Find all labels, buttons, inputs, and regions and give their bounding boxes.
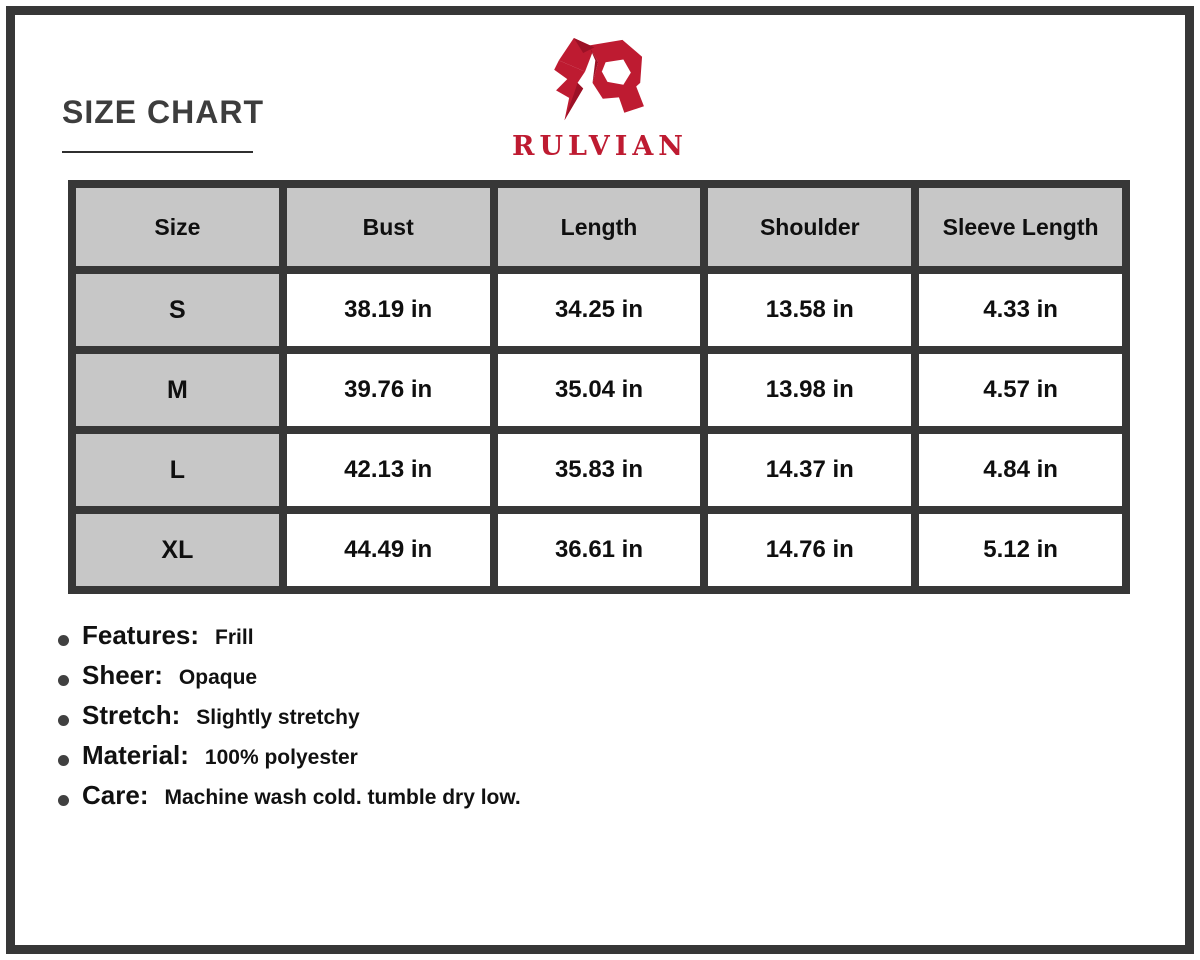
measurement-value: 14.37 in [704, 430, 915, 510]
bullet-icon [58, 755, 69, 766]
header-row [72, 184, 1126, 270]
measurement-value: 36.61 in [494, 510, 705, 590]
detail-label: Care: [82, 780, 149, 810]
detail-label: Stretch: [82, 700, 181, 730]
brand-r-icon [550, 38, 650, 124]
detail-label: Material: [82, 740, 189, 770]
detail-value: Frill [215, 626, 254, 649]
measurement-value: 38.19 in [283, 270, 494, 350]
size-label-m: M [72, 350, 283, 430]
column-header-shoulder: Shoulder [704, 184, 915, 270]
bullet-icon [58, 715, 69, 726]
detail-item-material [58, 740, 521, 780]
detail-item-sheer [58, 660, 521, 700]
bullet-icon [58, 795, 69, 806]
measurement-value: 13.58 in [704, 270, 915, 350]
detail-item-features [58, 620, 521, 660]
detail-value: Opaque [178, 666, 258, 689]
column-header-bust: Bust [283, 184, 494, 270]
brand-name: RULVIAN [512, 131, 688, 162]
detail-value: 100% polyester [204, 746, 358, 769]
column-header-length: Length [494, 184, 705, 270]
measurement-value: 34.25 in [494, 270, 705, 350]
size-row-m [72, 350, 1126, 430]
detail-item-care [58, 780, 521, 820]
detail-label: Sheer: [82, 660, 163, 690]
product-details-list [58, 620, 521, 820]
bullet-icon [58, 635, 69, 646]
measurement-value: 39.76 in [283, 350, 494, 430]
measurement-value: 4.33 in [915, 270, 1126, 350]
size-label-xl: XL [72, 510, 283, 590]
measurement-value: 4.84 in [915, 430, 1126, 510]
detail-label: Features: [82, 620, 200, 650]
bullet-icon [58, 675, 69, 686]
measurement-value: 14.76 in [704, 510, 915, 590]
measurement-value: 35.83 in [494, 430, 705, 510]
measurement-value: 5.12 in [915, 510, 1126, 590]
size-row-l [72, 430, 1126, 510]
detail-value: Slightly stretchy [196, 706, 360, 729]
size-table-header [72, 184, 1126, 270]
detail-value: Machine wash cold. tumble dry low. [164, 786, 521, 809]
column-header-sleeve-length: Sleeve Length [915, 184, 1126, 270]
size-label-s: S [72, 270, 283, 350]
title-underline [62, 151, 253, 153]
size-label-l: L [72, 430, 283, 510]
brand-logo [450, 38, 750, 162]
page-title: SIZE CHART [62, 94, 264, 130]
size-row-xl [72, 510, 1126, 590]
size-table-body [72, 270, 1126, 590]
measurement-value: 44.49 in [283, 510, 494, 590]
measurement-value: 4.57 in [915, 350, 1126, 430]
size-chart-table [68, 180, 1130, 594]
measurement-value: 35.04 in [494, 350, 705, 430]
size-row-s [72, 270, 1126, 350]
column-header-size: Size [72, 184, 283, 270]
measurement-value: 42.13 in [283, 430, 494, 510]
measurement-value: 13.98 in [704, 350, 915, 430]
detail-item-stretch [58, 700, 521, 740]
